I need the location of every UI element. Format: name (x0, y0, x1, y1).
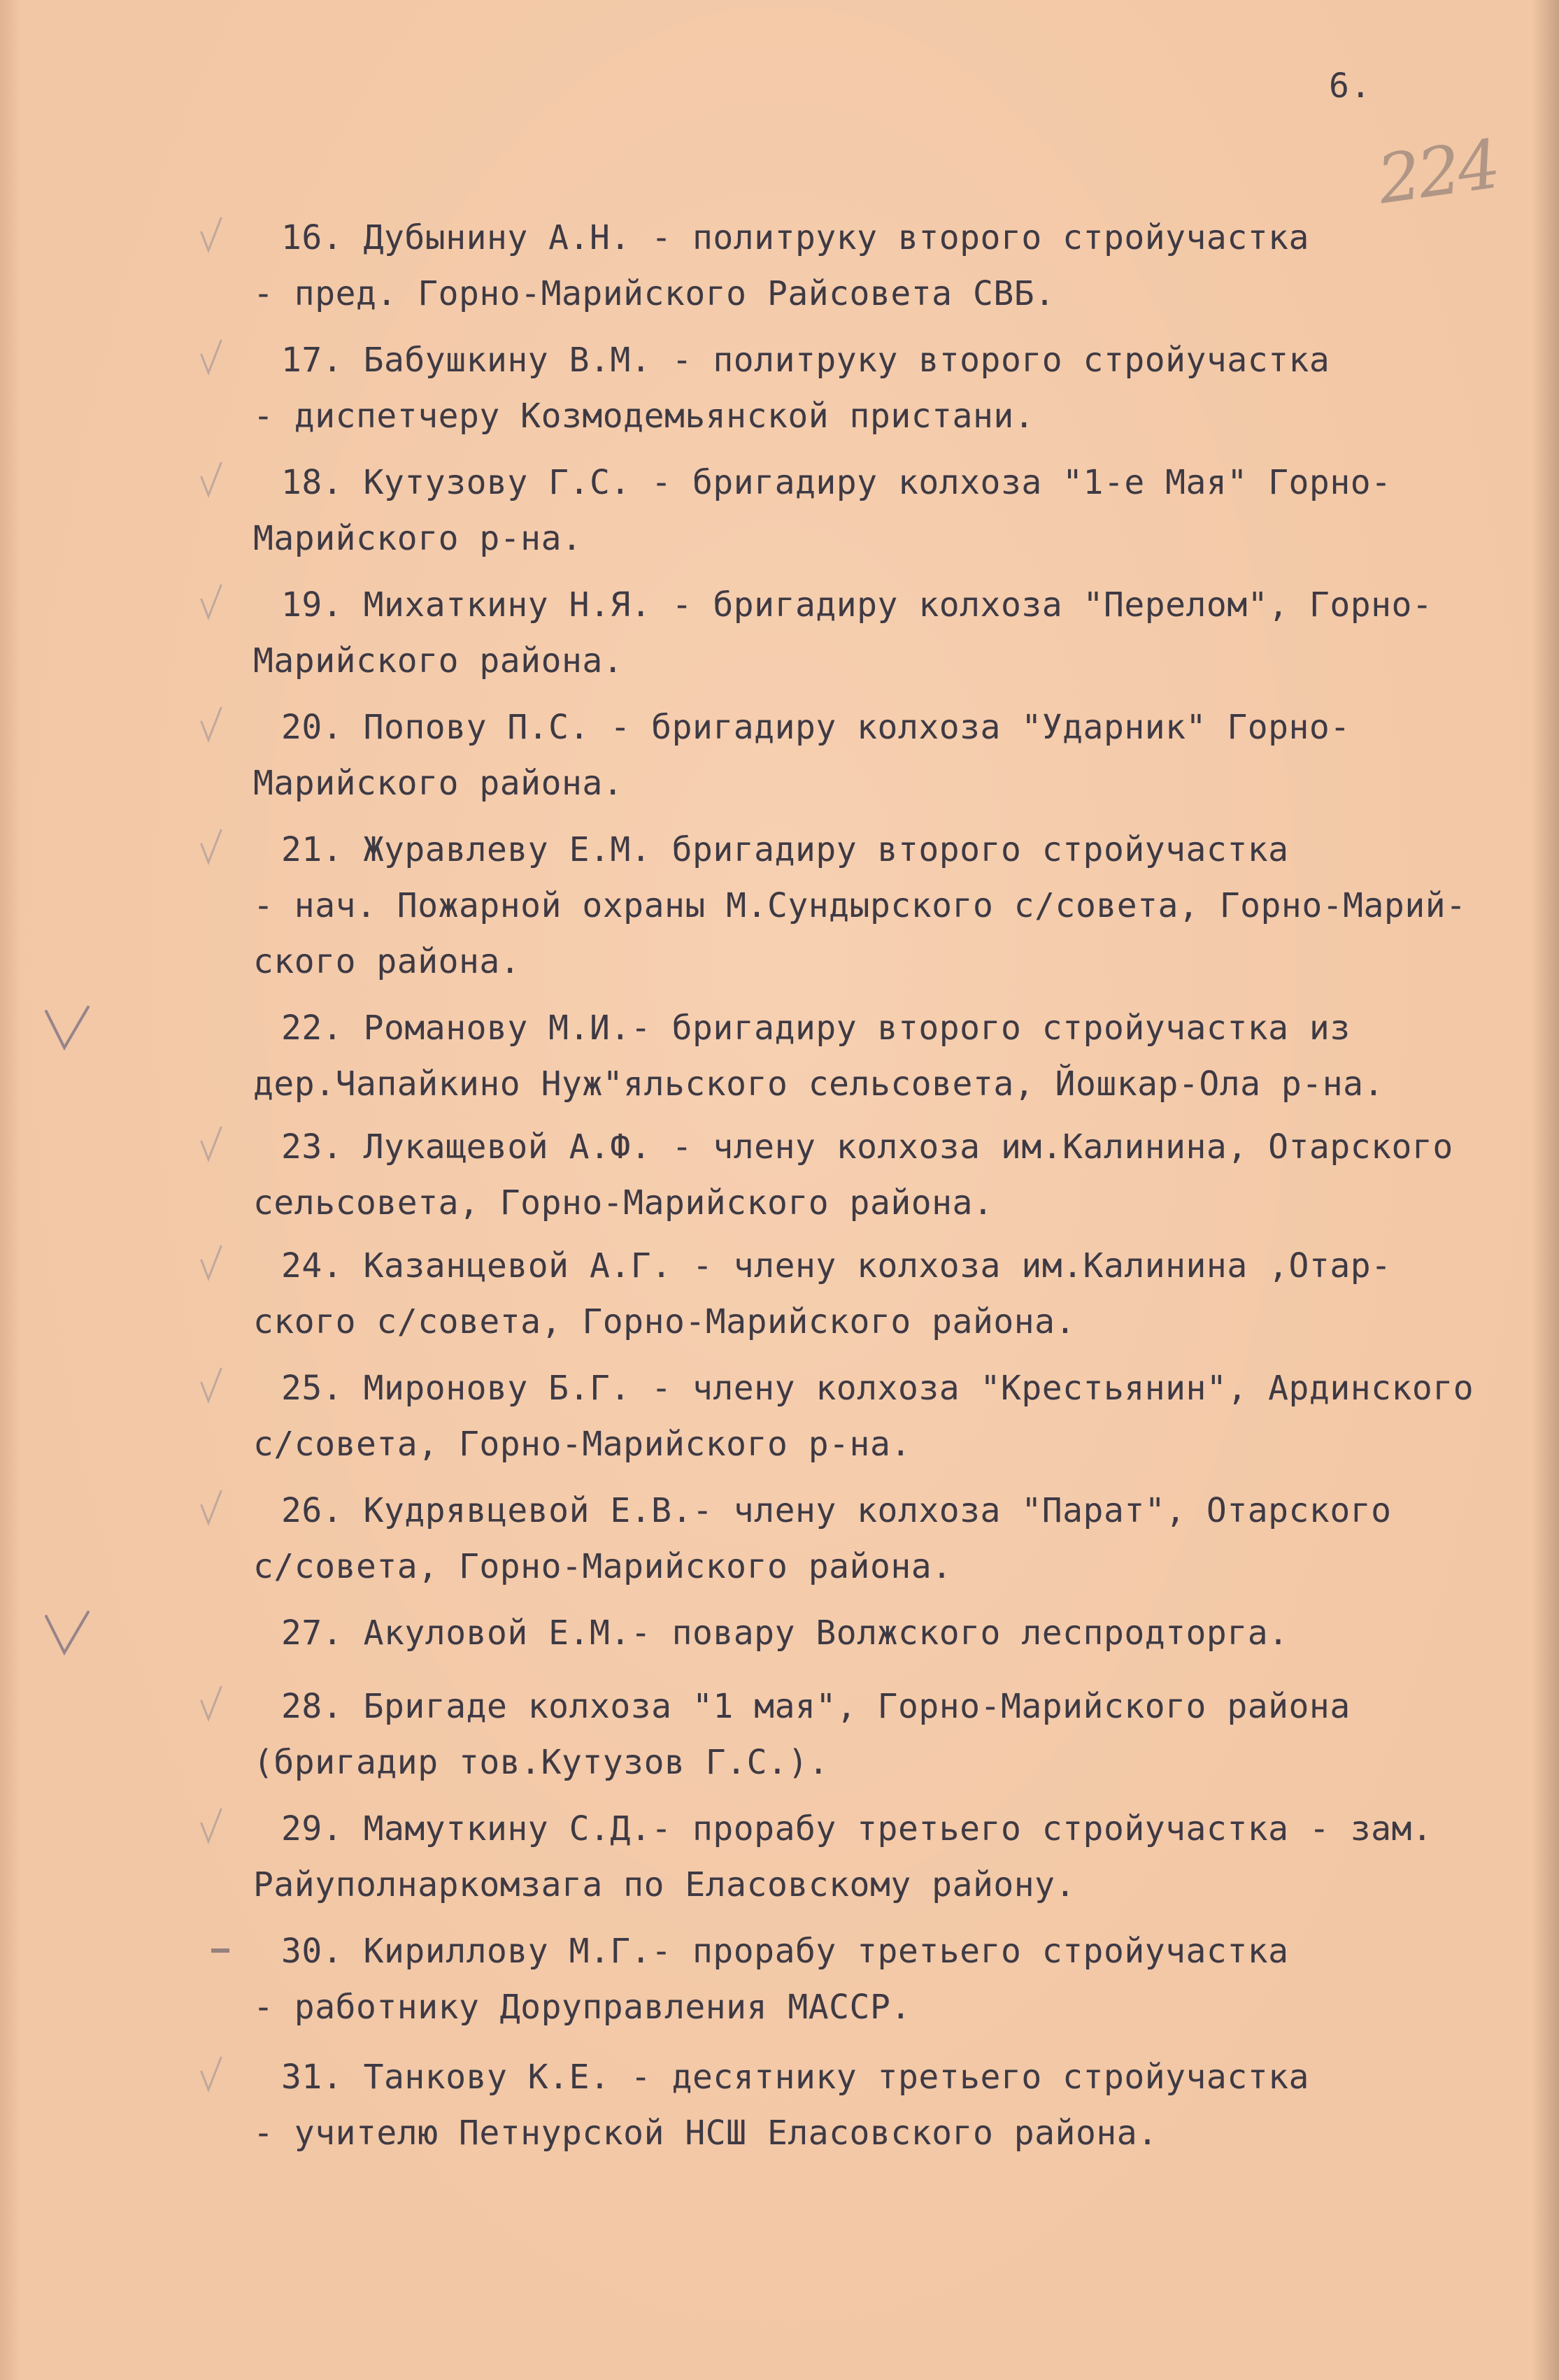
entry-continuation-line: - учителю Петнурской НСШ Еласовского района. (253, 2114, 1158, 2153)
entry-continuation-line: Марийского р-на. (253, 519, 583, 558)
entry-first-line: 20. Попову П.С. - бригадиру колхоза "Ударник" Горно- (281, 708, 1351, 747)
margin-check-mark-icon (197, 704, 225, 746)
entry-first-line: 27. Акуловой Е.М.- повару Волжского леспродторга. (281, 1613, 1289, 1653)
entry-first-line: 28. Бригаде колхоза "1 мая", Горно-Марийского района (281, 1687, 1351, 1726)
margin-check-mark-icon (197, 1123, 225, 1165)
entry-continuation-line: (бригадир тов.Кутузов Г.С.). (253, 1743, 830, 1782)
entry-continuation-line: ского района. (253, 942, 521, 981)
entry-first-line: 22. Романову М.И.- бригадиру второго стройучастка из (281, 1009, 1351, 1048)
list-item (253, 210, 1526, 322)
page-number: 6. (1329, 66, 1372, 106)
margin-check-mark-icon (197, 1683, 225, 1725)
list-item (253, 1360, 1526, 1472)
list-item (253, 1238, 1526, 1350)
entry-first-line: 25. Миронову Б.Г. - члену колхоза "Крестьянин", Ардинского (281, 1369, 1474, 1408)
list-item (253, 1679, 1526, 1790)
margin-dash-mark (211, 1948, 229, 1953)
entry-first-line: 24. Казанцевой А.Г. - члену колхоза им.Калинина ,Отар- (281, 1246, 1392, 1285)
entry-continuation-line: Райуполнаркомзага по Еласовскому району. (253, 1865, 1076, 1904)
list-item (253, 699, 1526, 811)
margin-check-mark-icon (43, 1609, 99, 1665)
margin-check-mark-icon (197, 826, 225, 868)
entry-first-line: 29. Мамуткину С.Д.- прорабу третьего стройучастка - зам. (281, 1809, 1433, 1848)
entry-first-line: 16. Дубынину А.Н. - политруку второго стройучастка (281, 218, 1309, 257)
entry-continuation-line: с/совета, Горно-Марийского района. (253, 1547, 953, 1586)
entry-first-line: 19. Михаткину Н.Я. - бригадиру колхоза "Перелом", Горно- (281, 585, 1433, 625)
list-item (253, 332, 1526, 444)
entry-first-line: 23. Лукащевой А.Ф. - члену колхоза им.Калинина, Отарского (281, 1127, 1453, 1167)
entry-first-line: 31. Танкову К.Е. - десятнику третьего стройучастка (281, 2058, 1309, 2097)
entry-first-line: 21. Журавлеву Е.М. бригадиру второго стройучастка (281, 830, 1289, 869)
margin-check-mark-icon (197, 1242, 225, 1284)
list-item (253, 1000, 1526, 1112)
margin-check-mark-icon (197, 459, 225, 501)
entry-continuation-line: - диспетчеру Козмодемьянской пристани. (253, 397, 1035, 436)
entry-continuation-line: Марийского района. (253, 641, 624, 680)
margin-check-mark-icon (197, 1487, 225, 1529)
margin-check-mark-icon (197, 1805, 225, 1847)
margin-check-mark-icon (197, 336, 225, 378)
list-item (253, 1923, 1526, 2035)
list-item (253, 1605, 1526, 1661)
entry-continuation-line: Марийского района. (253, 764, 624, 803)
list-item (253, 1801, 1526, 1913)
margin-check-mark-icon (197, 2053, 225, 2095)
entry-continuation-line: - нач. Пожарной охраны М.Сундырского с/совета, Горно-Марий- (253, 886, 1467, 925)
margin-check-mark-icon (43, 1004, 99, 1060)
entry-continuation-line: ского с/совета, Горно-Марийского района. (253, 1302, 1076, 1341)
entry-continuation-line: с/совета, Горно-Марийского р-на. (253, 1425, 911, 1464)
list-item (253, 1483, 1526, 1595)
margin-check-mark-icon (197, 214, 225, 256)
list-item (253, 577, 1526, 689)
entry-first-line: 30. Кириллову М.Г.- прорабу третьего стройучастка (281, 1932, 1289, 1971)
margin-check-mark-icon (197, 581, 225, 623)
margin-check-mark-icon (197, 1364, 225, 1406)
list-item (253, 455, 1526, 567)
entry-continuation-line: - работнику Доруправления МАССР. (253, 1988, 911, 2027)
entry-first-line: 26. Кудрявцевой Е.В.- члену колхоза "Парат", Отарского (281, 1491, 1392, 1530)
list-item (253, 1119, 1526, 1231)
entry-continuation-line: сельсовета, Горно-Марийского района. (253, 1183, 994, 1223)
archive-handwritten-number: 224 (1373, 124, 1503, 220)
entry-first-line: 18. Кутузову Г.С. - бригадиру колхоза "1-е Мая" Горно- (281, 463, 1392, 502)
entry-continuation-line: дер.Чапайкино Нуж"яльского сельсовета, Йошкар-Ола р-на. (253, 1064, 1384, 1104)
list-item (253, 2049, 1526, 2161)
entry-continuation-line: - пред. Горно-Марийского Райсовета СВБ. (253, 274, 1055, 313)
entry-first-line: 17. Бабушкину В.М. - политруку второго стройучастка (281, 341, 1330, 380)
list-item (253, 822, 1526, 990)
